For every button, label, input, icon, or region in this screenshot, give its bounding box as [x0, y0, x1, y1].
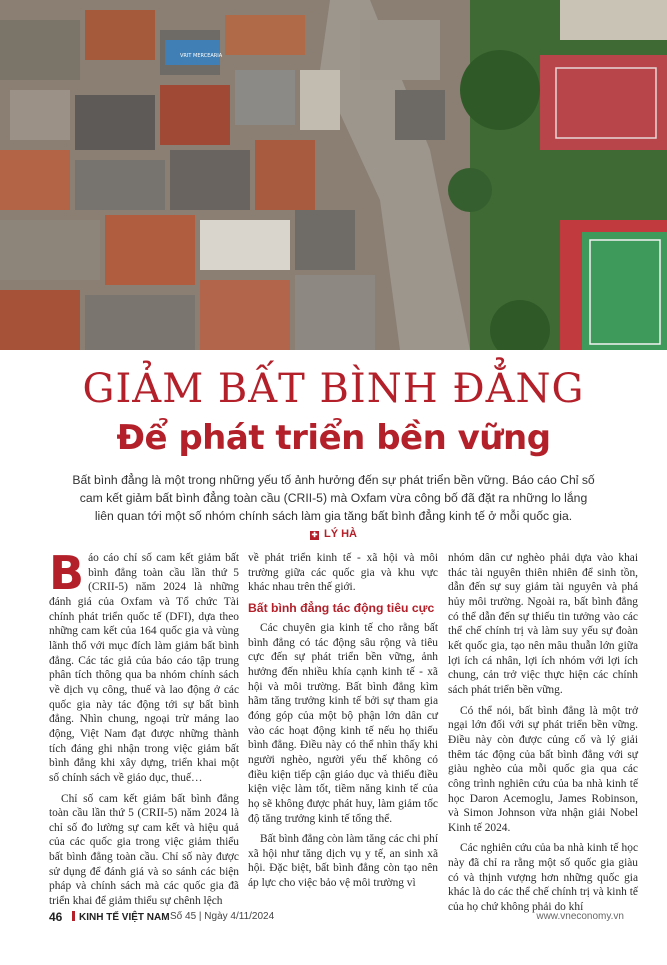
- section-subhead: Bất bình đẳng tác động tiêu cực: [248, 600, 435, 615]
- issue-info: Số 45 | Ngày 4/11/2024: [170, 911, 275, 922]
- byline: [0, 528, 667, 540]
- col3-paragraph-3: Các nghiên cứu của ba nhà kinh tế học này đã chỉ ra rằng một số quốc gia giàu có và thịnh vượng hơn những quốc gia khác là do các thể chế chính trị và kinh tế của họ chứ không phải do khí: [448, 842, 638, 914]
- col2-paragraph-1: về phát triển kinh tế - xã hội và môi trường giữa các quốc gia và khu vực khác nhau trên thế giới.: [248, 552, 438, 594]
- col1-paragraph-1: áo cáo chỉ số cam kết giảm bất bình đẳng toàn cầu lần thứ 5 (CRII-5) năm 2024 là những đánh giá của Oxfam và Tổ chức Tài chính phát triển quốc tế (DFI), dựa theo những cam kết của 164 quốc gia và vùng lãnh thổ với mục đích làm giảm bất bình đẳng. Các tác giả của báo cáo tập trung phân tích thông qua ba nhóm chính sách về dịch vụ công, thuế và lao động ở các quốc gia này tác động tới sự bất bình đẳng. Nhìn chung, ngoại trừ mảng lao động, Việt Nam đạt được những thành tích đáng ghi nhận trong việc giảm bất bình đẳng khi xây dựng, triển khai một số chính sách về giáo dục, thuế…: [49, 552, 239, 784]
- column-2: [248, 551, 438, 897]
- publication-label: KINH TẾ VIỆT NAM: [79, 912, 170, 923]
- red-bar-icon: [72, 911, 75, 921]
- col2-paragraph-3: Bất bình đẳng còn làm tăng các chi phí xã hội như tăng dịch vụ y tế, an sinh xã hội. Đặc biệt, bất bình đẳng còn tạo nên áp lực cho việc bảo vệ môi trường vì: [248, 833, 438, 890]
- column-1: [49, 546, 239, 915]
- publication-name: [72, 911, 170, 923]
- page-footer: [0, 908, 667, 928]
- shop-sign: VRIT MERCEARIA: [180, 53, 223, 59]
- author-name: LÝ HÀ: [324, 528, 357, 540]
- hero-photo: [0, 0, 667, 350]
- col2-paragraph-2: Các chuyên gia kinh tế cho rằng bất bình đẳng có tác động sâu rộng và tiêu cực đến sự phát triển bền vững, ảnh hưởng đến nhiều khía cạnh kinh tế - xã hội và môi trường. Bất bình đẳng kìm hãm tăng trưởng kinh tế bởi sự tham gia đóng góp của một bộ phận lớn dân cư vào các hoạt động kinh tế nếu họ thiếu bình đẳng. Điều này có thể nhìn thấy khi người nghèo, người yếu thế không có điều kiện tiếp cận giáo dục và thiếu điều kiện việc làm tốt, tiềm năng kinh tế của họ sẽ không được phát huy, làm giảm tốc độ tăng trưởng kinh tế tổng thể.: [248, 621, 438, 825]
- column-3: [448, 551, 638, 921]
- headline-line2: Để phát triển bền vững: [116, 418, 551, 458]
- byline-mark-icon: ✚: [311, 532, 318, 539]
- page-number: 46: [49, 910, 63, 924]
- headline-line1: GIẢM BẤT BÌNH ĐẲNG: [82, 366, 585, 412]
- col1-paragraph-2: Chỉ số cam kết giảm bất bình đẳng toàn cầu lần thứ 5 (CRII-5) năm 2024 là chỉ số đo lường sự cam kết và hiệu quả của các quốc gia trong việc giảm thiểu bất bình đẳng toàn cầu. Chỉ số này được sử dụng để đánh giá và so sánh các biện pháp và chính sách mà các quốc gia đã triển khai để giảm thiểu sự chênh lệch: [49, 792, 239, 908]
- website-link[interactable]: www.vneconomy.vn: [536, 911, 624, 922]
- lead-paragraph: Bất bình đẳng là một trong những yếu tố ảnh hưởng đến sự phát triển bền vững. Báo cáo Chỉ số cam kết giảm bất bình đẳng toàn cầu (CRII-5) mà Oxfam vừa công bố đã đặt ra những lo lắng liên quan tới một số nhóm chính sách làm gia tăng bất bình đẳng kinh tế ở mỗi quốc gia.: [72, 473, 595, 523]
- dropcap: B: [49, 546, 85, 600]
- col3-paragraph-1: nhóm dân cư nghèo phải dựa vào khai thác tài nguyên thiên nhiên để sinh tồn, dẫn đến sự suy giảm tài nguyên và phá hủy môi trường. Ngoài ra, bất bình đẳng có thể dẫn đến sự thiếu tin tưởng vào các thể chế chính trị và làm suy yếu sự đoàn kết quốc gia, tạo nên mâu thuẫn lớn giữa lợi ích cá nhân, lợi ích nhóm với lợi ích chung, cản trở việc thực hiện các chính sách phát triển bền vững.: [448, 552, 638, 696]
- col3-paragraph-2: Có thể nói, bất bình đẳng là một trở ngại lớn đối với sự phát triển bền vững. Điều này còn được củng cố và lý giải thêm tác động của bất bình đẳng với sự giàu nghèo của mỗi quốc gia qua các công trình nghiên cứu của ba nhà kinh tế học Daron Acemoglu, James Robinson, và Simon Johnson vừa nhận giải Nobel Kinh tế 2024.: [448, 704, 638, 834]
- aerial-favela-photo: [0, 0, 667, 350]
